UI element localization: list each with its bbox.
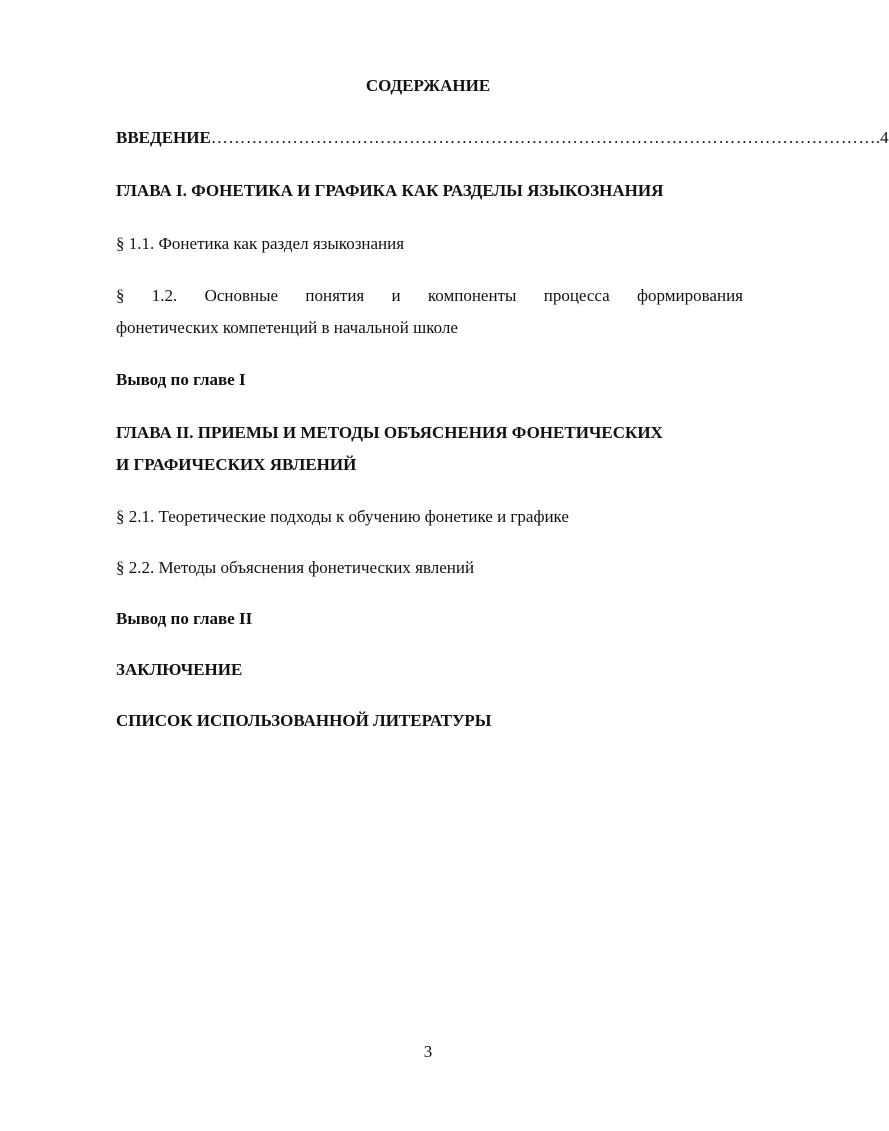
toc-entry-introduction — [116, 121, 889, 154]
toc-title: СОДЕРЖАНИЕ — [365, 76, 491, 95]
chapter-1-conclusion: Вывод по главе I — [116, 370, 246, 389]
toc-entry-page: .4 — [875, 128, 889, 147]
toc-entry-label: ВВЕДЕНИЕ — [116, 128, 211, 147]
chapter-1-heading: ГЛАВА I. ФОНЕТИКА И ГРАФИКА КАК РАЗДЕЛЫ ЯЗЫКОЗНАНИЯ — [116, 181, 664, 200]
chapter-2-heading-line-1: ГЛАВА II. ПРИЕМЫ И МЕТОДЫ ОБЪЯСНЕНИЯ ФОНЕТИЧЕСКИХ — [116, 423, 663, 442]
dot-leader: …………………………………………………………………………………………………… — [210, 128, 876, 147]
toc-entry-bibliography: СПИСОК ИСПОЛЬЗОВАННОЙ ЛИТЕРАТУРЫ — [116, 711, 492, 730]
toc-entry-conclusion: ЗАКЛЮЧЕНИЕ — [116, 660, 243, 679]
chapter-2-conclusion: Вывод по главе II — [116, 609, 253, 628]
section-1-2-line-1: § 1.2. Основные понятия и компоненты процесса формирования — [116, 286, 743, 305]
chapter-2-heading-line-2: И ГРАФИЧЕСКИХ ЯВЛЕНИЙ — [116, 455, 357, 474]
section-1-1: § 1.1. Фонетика как раздел языкознания — [116, 234, 405, 253]
section-2-1: § 2.1. Теоретические подходы к обучению фонетике и графике — [116, 507, 569, 526]
section-1-2-line-2: фонетических компетенций в начальной школе — [116, 318, 458, 337]
section-2-2: § 2.2. Методы объяснения фонетических явлений — [116, 558, 475, 577]
page-number: 3 — [423, 1042, 433, 1061]
